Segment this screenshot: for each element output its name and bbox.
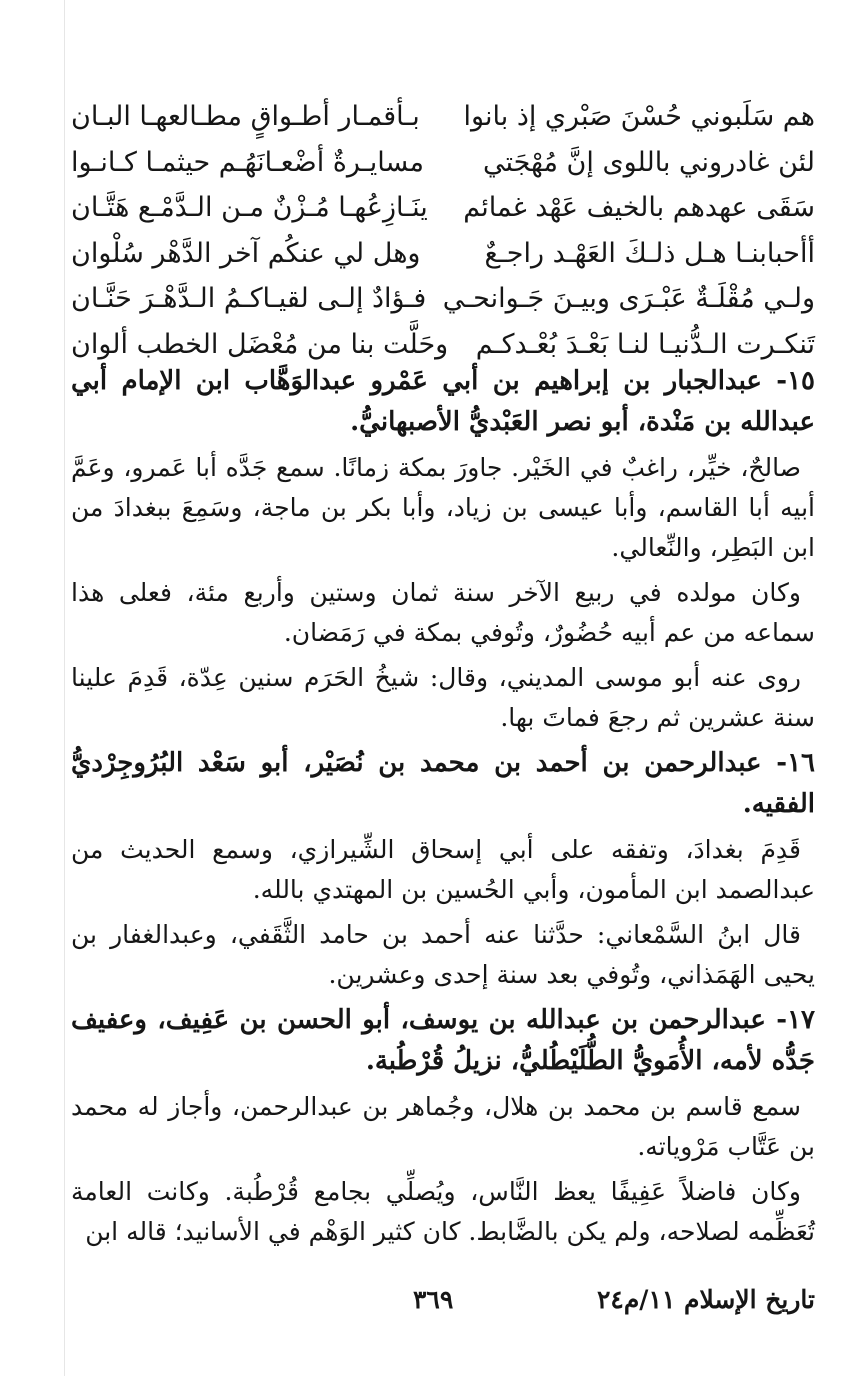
entry-heading: ١٦- عبدالرحمن بن أحمد بن محمد بن نُصَيْر، أبو سَعْد البُرُوجِرْديُّ الفقيه.: [71, 748, 815, 819]
entry-paragraph: روى عنه أبو موسى المديني، وقال: شيخُ الحَرَم سنين عِدّة، قَدِمَ علينا سنة عشرين ثم رجعَ فماتَ بها.: [71, 663, 815, 732]
biography-entries: [71, 361, 815, 1257]
verse-second-hemistich: وهل لي عنكُم آخر الدَّهْر سُلْوان: [71, 237, 421, 269]
entry-paragraph: صالحٌ، خيِّر، راغبٌ في الخَيْر. جاورَ بمكة زمانًا. سمع جَدَّه أبا عَمرو، وعَمَّ أبيه أبا القاسم، وأبا عيسى بن زياد، وأبا بكر بن ماجة، وسَمِعَ ببغدادَ من ابن البَطِر، والنِّعالي.: [71, 453, 815, 562]
verse-line: [71, 231, 815, 277]
entry-paragraph: وكان مولده في ربيع الآخر سنة ثمان وستين وأربع مئة، فعلى هذا سماعه من عم أبيه حُضُورٌ، وتُوفي بمكة في رَمَضان.: [71, 578, 815, 647]
page-number: ٣٦٩: [413, 1285, 454, 1314]
verse-first-hemistich: ولـي مُقْلَـةٌ عَبْـرَى وبيـنَ جَـوانحـي: [442, 283, 815, 314]
entry-15-paragraph: [71, 573, 815, 653]
verse-first-hemistich: لئن غادروني باللوى إنَّ مُهْجَتي: [482, 146, 815, 178]
verse-line: [71, 276, 815, 322]
verse-second-hemistich: وحَلَّت بنا من مُعْضَل الخطب ألوان: [71, 328, 449, 360]
verse-line: [71, 185, 815, 231]
entry-16-paragraph: [71, 830, 815, 910]
verse-first-hemistich: سَقَى عهدهم بالخيف عَهْد غمائم: [463, 192, 815, 223]
entry-15-paragraph: [71, 658, 815, 738]
entry-paragraph: قال ابنُ السَّمْعاني: حدَّثنا عنه أحمد بن حامد الثَّقَفي، وعبدالغفار بن يحيى الهَمَذاني، وتُوفي بعد سنة إحدى وعشرين.: [71, 920, 815, 989]
poem-block: [71, 94, 815, 367]
entry-17: [71, 1000, 815, 1082]
entry-paragraph: سمع قاسم بن محمد بن هلال، وجُماهر بن عبدالرحمن، وأجاز له محمد بن عَتَّاب مَرْوياته.: [71, 1092, 815, 1161]
verse-first-hemistich: هم سَلَبوني حُسْنَ صَبْري إذ بانوا: [463, 101, 815, 132]
entry-15: [71, 361, 815, 443]
verse-second-hemistich: مسايـرةٌ أضْعـانَهُـم حيثمـا كـانـوا: [71, 146, 425, 178]
verse-line: [71, 140, 815, 186]
scan-margin-line: [64, 0, 65, 1376]
entry-17-paragraph: [71, 1087, 815, 1167]
entry-heading: ١٥- عبدالجبار بن إبراهيم بن أبي عَمْرو عبدالوَهَّاب ابن الإمام أبي عبدالله بن مَنْدة، أبو نصر العَبْديُّ الأصبهانيُّ.: [71, 366, 815, 437]
entry-heading: ١٧- عبدالرحمن بن عبدالله بن يوسف، أبو الحسن بن عَفِيف، وعفيف جَدُّه لأمه، الأُمَويُّ الطُّلَيْطُليُّ، نزيلُ قُرْطُبة.: [71, 1005, 815, 1076]
verse-first-hemistich: تَنكـرت الـدُّنيـا لنـا بَعْـدَ بُعْـدكـم: [475, 328, 815, 360]
verse-second-hemistich: فـؤادٌ إلـى لقيـاكـمُ الـدَّهْـرَ حَنَّـان: [71, 283, 427, 314]
verse-line: [71, 94, 815, 140]
entry-paragraph: وكان فاضلاً عَفِيفًا يعظ النَّاس، ويُصلِّي بجامع قُرْطُبة. وكانت العامة تُعَظِّمه لصلاحه، ولم يكن بالضَّابط. كان كثير الوَهْم في الأسانيد؛ قاله ابن: [71, 1177, 815, 1246]
entry-paragraph: قَدِمَ بغدادَ، وتفقه على أبي إسحاق الشِّيرازي، وسمع الحديث من عبدالصمد ابن المأمون، وأبي الحُسين بن المهتدي بالله.: [71, 835, 815, 904]
book-signature: تاريخ الإسلام ١١/م٢٤: [596, 1285, 815, 1314]
entry-15-paragraph: [71, 448, 815, 568]
verse-second-hemistich: بـأقمـار أطـواقٍ مطـالعهـا البـان: [71, 101, 420, 132]
entry-16: [71, 743, 815, 825]
entry-17-paragraph: [71, 1172, 815, 1252]
verse-first-hemistich: أأحبابنـا هـل ذلـكَ العَهْـد راجـعٌ: [484, 237, 815, 269]
entry-16-paragraph: [71, 915, 815, 995]
page-footer: [71, 1280, 815, 1324]
verse-second-hemistich: ينَـازِعُهـا مُـزْنٌ مـن الـدَّمْـع هَتَّـان: [71, 192, 428, 223]
